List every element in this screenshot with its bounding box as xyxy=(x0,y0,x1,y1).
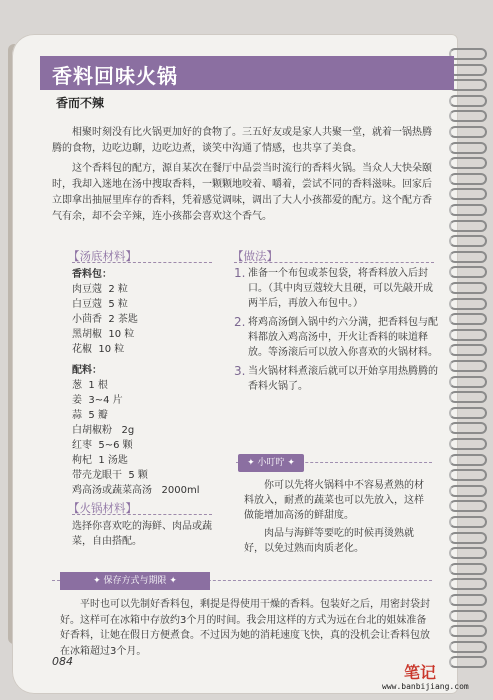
binding-ring xyxy=(449,485,487,497)
binding-ring xyxy=(449,157,487,169)
binding-ring xyxy=(449,235,487,247)
other-ingredient-list xyxy=(72,363,200,498)
watermark-logo: 笔记 xyxy=(404,663,437,682)
spice-item: 白豆蔻 5 粒 xyxy=(72,299,128,310)
spice-list xyxy=(72,267,138,357)
other-item: 葱 1 根 xyxy=(72,380,108,391)
binding-ring xyxy=(449,438,487,450)
soup-ingredients-title: 【汤底材料】 xyxy=(68,249,137,263)
binding-ring xyxy=(449,625,487,637)
binding-ring xyxy=(449,376,487,388)
storage-label: ✦ 保存方式与期限 ✦ xyxy=(60,572,210,590)
watermark-url: www.banbijiang.com xyxy=(382,682,469,691)
binding-ring xyxy=(449,329,487,341)
binding-ring xyxy=(449,547,487,559)
binding-ring xyxy=(449,610,487,622)
binding-ring xyxy=(449,578,487,590)
binding-ring xyxy=(449,469,487,481)
binding-ring xyxy=(449,110,487,122)
binding-ring xyxy=(449,656,487,668)
spice-item: 花椒 10 粒 xyxy=(72,344,125,355)
binding-ring xyxy=(449,173,487,185)
other-item: 白胡椒粉 2g xyxy=(72,425,135,436)
binding-ring xyxy=(449,422,487,434)
binding-ring xyxy=(449,64,487,76)
spiral-binding xyxy=(449,48,489,688)
step-text: 当火锅材料煮滚后就可以开始享用热腾腾的香料火锅了。 xyxy=(248,366,438,392)
binding-ring xyxy=(449,532,487,544)
intro-paragraph: 这个香料包的配方，源自某次在餐厅中品尝当时流行的香料火锅。当众人大快朵颐时，我却入迷地在汤中搜取香料，一颗颗地咬着、嚼着，尝试不同的香料滋味。回家后立即拿出抽屉里库存的香料，凭着感觉调味，调出了大人小孩都爱的配方。这个配方香气有余，却不会辛辣，连小孩都会喜欢这个香气。 xyxy=(52,163,432,222)
step-number: 3. xyxy=(234,364,246,378)
other-heading: 配料： xyxy=(72,365,102,376)
binding-ring xyxy=(449,266,487,278)
binding-ring xyxy=(449,298,487,310)
binding-ring xyxy=(449,360,487,372)
other-item: 姜 3~4 片 xyxy=(72,395,123,406)
tip-paragraph: 你可以先将火锅料中不容易煮熟的材料放入，耐煮的蔬菜也可以先放入，这样做能增加高汤的鲜甜度。 xyxy=(244,480,424,521)
binding-ring xyxy=(449,188,487,200)
tip-label: ✦ 小叮咛 ✦ xyxy=(238,454,304,472)
binding-ring xyxy=(449,95,487,107)
binding-ring xyxy=(449,454,487,466)
hotpot-ingredients-text: 选择你喜欢吃的海鲜、肉品或蔬菜，自由搭配。 xyxy=(72,521,212,547)
binding-ring xyxy=(449,516,487,528)
method-step xyxy=(234,364,440,394)
soup-divider xyxy=(72,262,212,263)
other-item: 鸡高汤或蔬菜高汤 2000ml xyxy=(72,485,200,496)
page-number: 084 xyxy=(52,655,73,668)
binding-ring xyxy=(449,282,487,294)
binding-ring xyxy=(449,48,487,60)
method-divider xyxy=(234,262,434,263)
method-step xyxy=(234,266,440,311)
hotpot-ingredients-title: 【火锅材料】 xyxy=(68,501,137,515)
other-item: 枸杞 1 汤匙 xyxy=(72,455,128,466)
step-number: 1. xyxy=(234,266,246,280)
tip-paragraph: 肉品与海鲜等要吃的时候再烫熟就好，以免过熟而肉质老化。 xyxy=(244,528,414,554)
binding-ring xyxy=(449,142,487,154)
binding-ring xyxy=(449,344,487,356)
method-steps xyxy=(234,266,440,398)
binding-ring xyxy=(449,391,487,403)
binding-ring xyxy=(449,407,487,419)
binding-ring xyxy=(449,313,487,325)
binding-ring xyxy=(449,641,487,653)
spice-item: 小茴香 2 茶匙 xyxy=(72,314,138,325)
binding-ring xyxy=(449,220,487,232)
step-number: 2. xyxy=(234,315,246,329)
page-subtitle: 香而不辣 xyxy=(56,96,105,110)
binding-ring xyxy=(449,594,487,606)
intro-text xyxy=(52,125,432,229)
step-text: 将鸡高汤倒入锅中约六分满，把香料包与配料都放入鸡高汤中，开火让香料的味道释放。等汤滚后可以放入你喜欢的火锅材料。 xyxy=(248,317,438,358)
spice-heading: 香料包： xyxy=(72,269,112,280)
hotpot-divider xyxy=(72,514,212,515)
binding-ring xyxy=(449,251,487,263)
spice-item: 肉豆蔻 2 粒 xyxy=(72,284,128,295)
binding-ring xyxy=(449,204,487,216)
binding-ring xyxy=(449,79,487,91)
intro-paragraph: 相聚时刻没有比火锅更加好的食物了。三五好友或是家人共聚一堂，就着一锅热腾腾的食物，边吃边聊，边吃边煮，谈笑中沟通了情感，也共享了美食。 xyxy=(52,127,432,154)
binding-ring xyxy=(449,126,487,138)
other-item: 蒜 5 瓣 xyxy=(72,410,108,421)
method-title: 【做法】 xyxy=(232,249,278,263)
other-item: 红枣 5~6 颗 xyxy=(72,440,133,451)
binding-ring xyxy=(449,563,487,575)
binding-ring xyxy=(449,500,487,512)
other-item: 带壳龙眼干 5 颗 xyxy=(72,470,148,481)
method-step xyxy=(234,315,440,360)
tip-text xyxy=(244,478,430,559)
spice-item: 黑胡椒 10 粒 xyxy=(72,329,135,340)
storage-text: 平时也可以先制好香料包，剩提是得使用干燥的香料。包装好之后，用密封袋封好。这样可在冰箱中存放约3个月的时间。我会用这样的方式为远在台北的姐妹准备好香料，让她在假日方便煮食。不过因为她的消耗速度飞快，真的没机会让香料包放在冰箱超过3个月。 xyxy=(60,599,430,657)
step-text: 准备一个布包或茶包袋，将香料放入后封口。（其中肉豆蔻较大且硬，可以先敲开成两半后，再放入布包中。） xyxy=(248,268,433,309)
page-title: 香料回味火锅 xyxy=(52,64,178,88)
